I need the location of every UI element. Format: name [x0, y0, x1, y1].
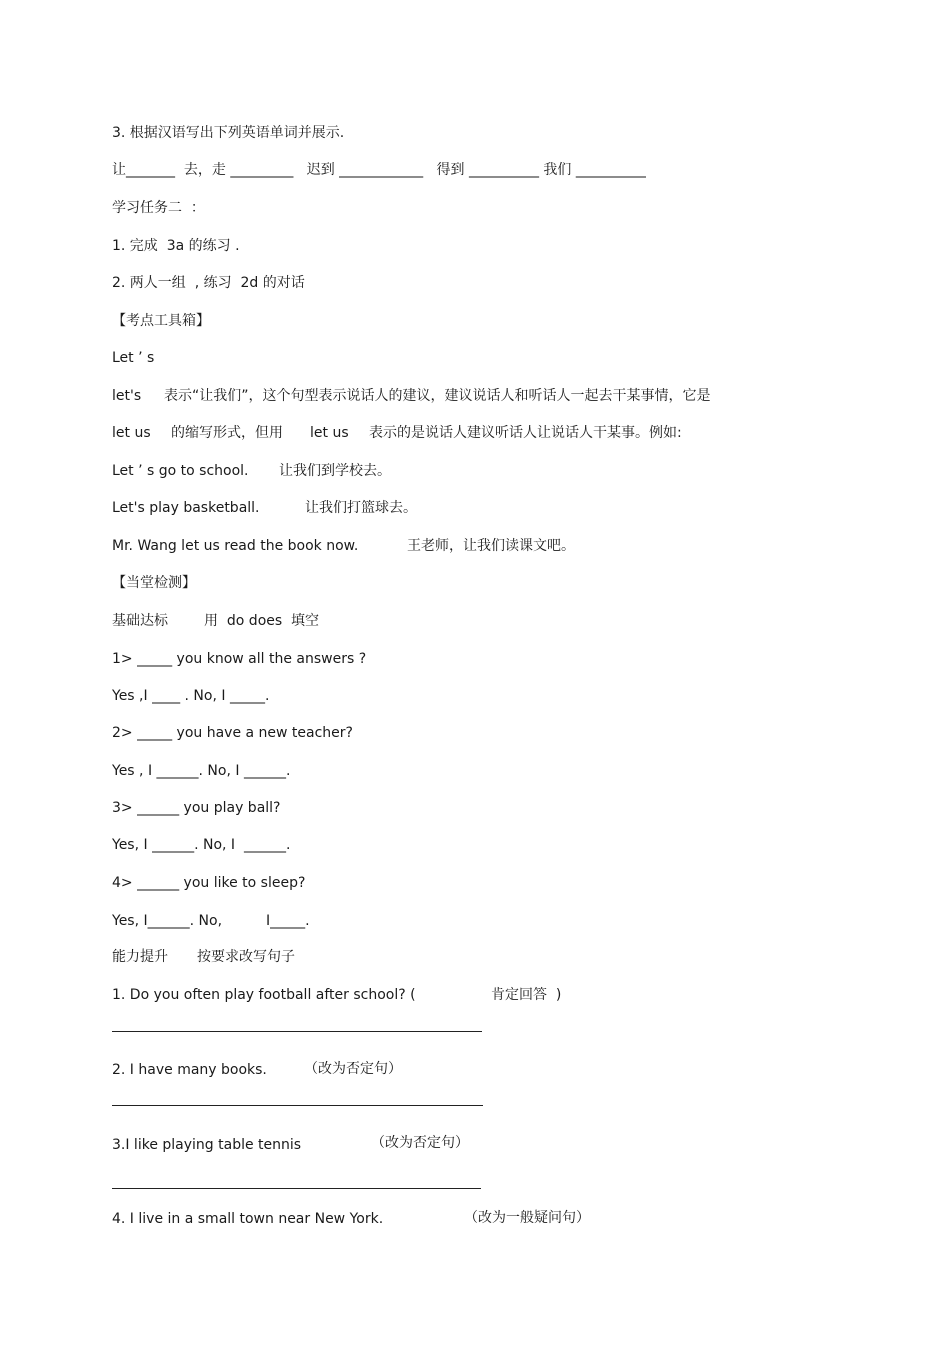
toolbox-heading: 【考点工具箱】 [112, 313, 210, 329]
example-1-zh: 让我们到学校去。 [279, 463, 391, 479]
answer-3: Yes, I ______. No, I ______. [112, 837, 291, 853]
question-1: 1> _____ you know all the answers ? [112, 651, 367, 667]
check-heading: 【当堂检测】 [112, 575, 196, 591]
answer-line-1 [112, 1031, 482, 1032]
rewrite-2-sentence: 2. I have many books. [112, 1062, 267, 1078]
let-us-term: let us [112, 425, 151, 441]
answer-4-part-b: I_____. [266, 913, 310, 929]
answer-2: Yes , I ______. No, I ______. [112, 763, 291, 779]
question-4: 4> ______ you like to sleep? [112, 875, 306, 891]
lets-term: let's [112, 388, 142, 404]
rewrite-3-note: （改为否定句） [371, 1135, 469, 1151]
vocab-blanks-line: 让_______ 去，走 _________ 迟到 ____________ 得到 __________ 我们 __________ [112, 162, 646, 178]
rewrite-2-note: （改为否定句） [304, 1061, 402, 1077]
answer-4-part-a: Yes, I______. No, [112, 913, 223, 929]
rewrite-4-note: （改为一般疑问句） [464, 1210, 590, 1226]
rewrite-4-sentence: 4. I live in a small town near New York. [112, 1211, 384, 1227]
explanation-text-2b: 表示的是说话人建议听话人让说话人干某事。例如: [369, 425, 682, 441]
lets-title: Let ’ s [112, 350, 155, 366]
task2-item-2: 2. 两人一组 , 练习 2d 的对话 [112, 275, 305, 291]
improve-label: 能力提升 [112, 949, 168, 965]
rewrite-1-note: 肯定回答 ) [491, 987, 562, 1003]
task2-item-1: 1. 完成 3a 的练习 . [112, 238, 240, 254]
basic-label: 基础达标 [112, 613, 168, 629]
example-2-en: Let's play basketball. [112, 500, 260, 516]
improve-instruction: 按要求改写句子 [197, 949, 295, 965]
basic-instruction: 用 do does 填空 [204, 613, 320, 629]
task2-heading: 学习任务二 ： [112, 200, 205, 216]
answer-1: Yes ,I ____ . No, I _____. [112, 688, 270, 704]
example-3-zh: 王老师，让我们读课文吧。 [407, 538, 575, 554]
example-3-en: Mr. Wang let us read the book now. [112, 538, 359, 554]
rewrite-1-sentence: 1. Do you often play football after school? ( [112, 987, 416, 1003]
explanation-text-2a: 的缩写形式，但用 [171, 425, 283, 441]
example-1-en: Let ’ s go to school. [112, 463, 249, 479]
explanation-text-1: 表示“让我们”，这个句型表示说话人的建议，建议说话人和听话人一起去干某事情，它是 [164, 388, 711, 404]
question-3: 3> ______ you play ball? [112, 800, 281, 816]
let-us-term-2: let us [310, 425, 349, 441]
answer-line-2 [112, 1105, 483, 1106]
example-2-zh: 让我们打篮球去。 [305, 500, 417, 516]
section3-title: 3. 根据汉语写出下列英语单词并展示. [112, 125, 345, 141]
answer-line-3 [112, 1188, 481, 1189]
question-2: 2> _____ you have a new teacher? [112, 725, 353, 741]
rewrite-3-sentence: 3.I like playing table tennis [112, 1137, 302, 1153]
